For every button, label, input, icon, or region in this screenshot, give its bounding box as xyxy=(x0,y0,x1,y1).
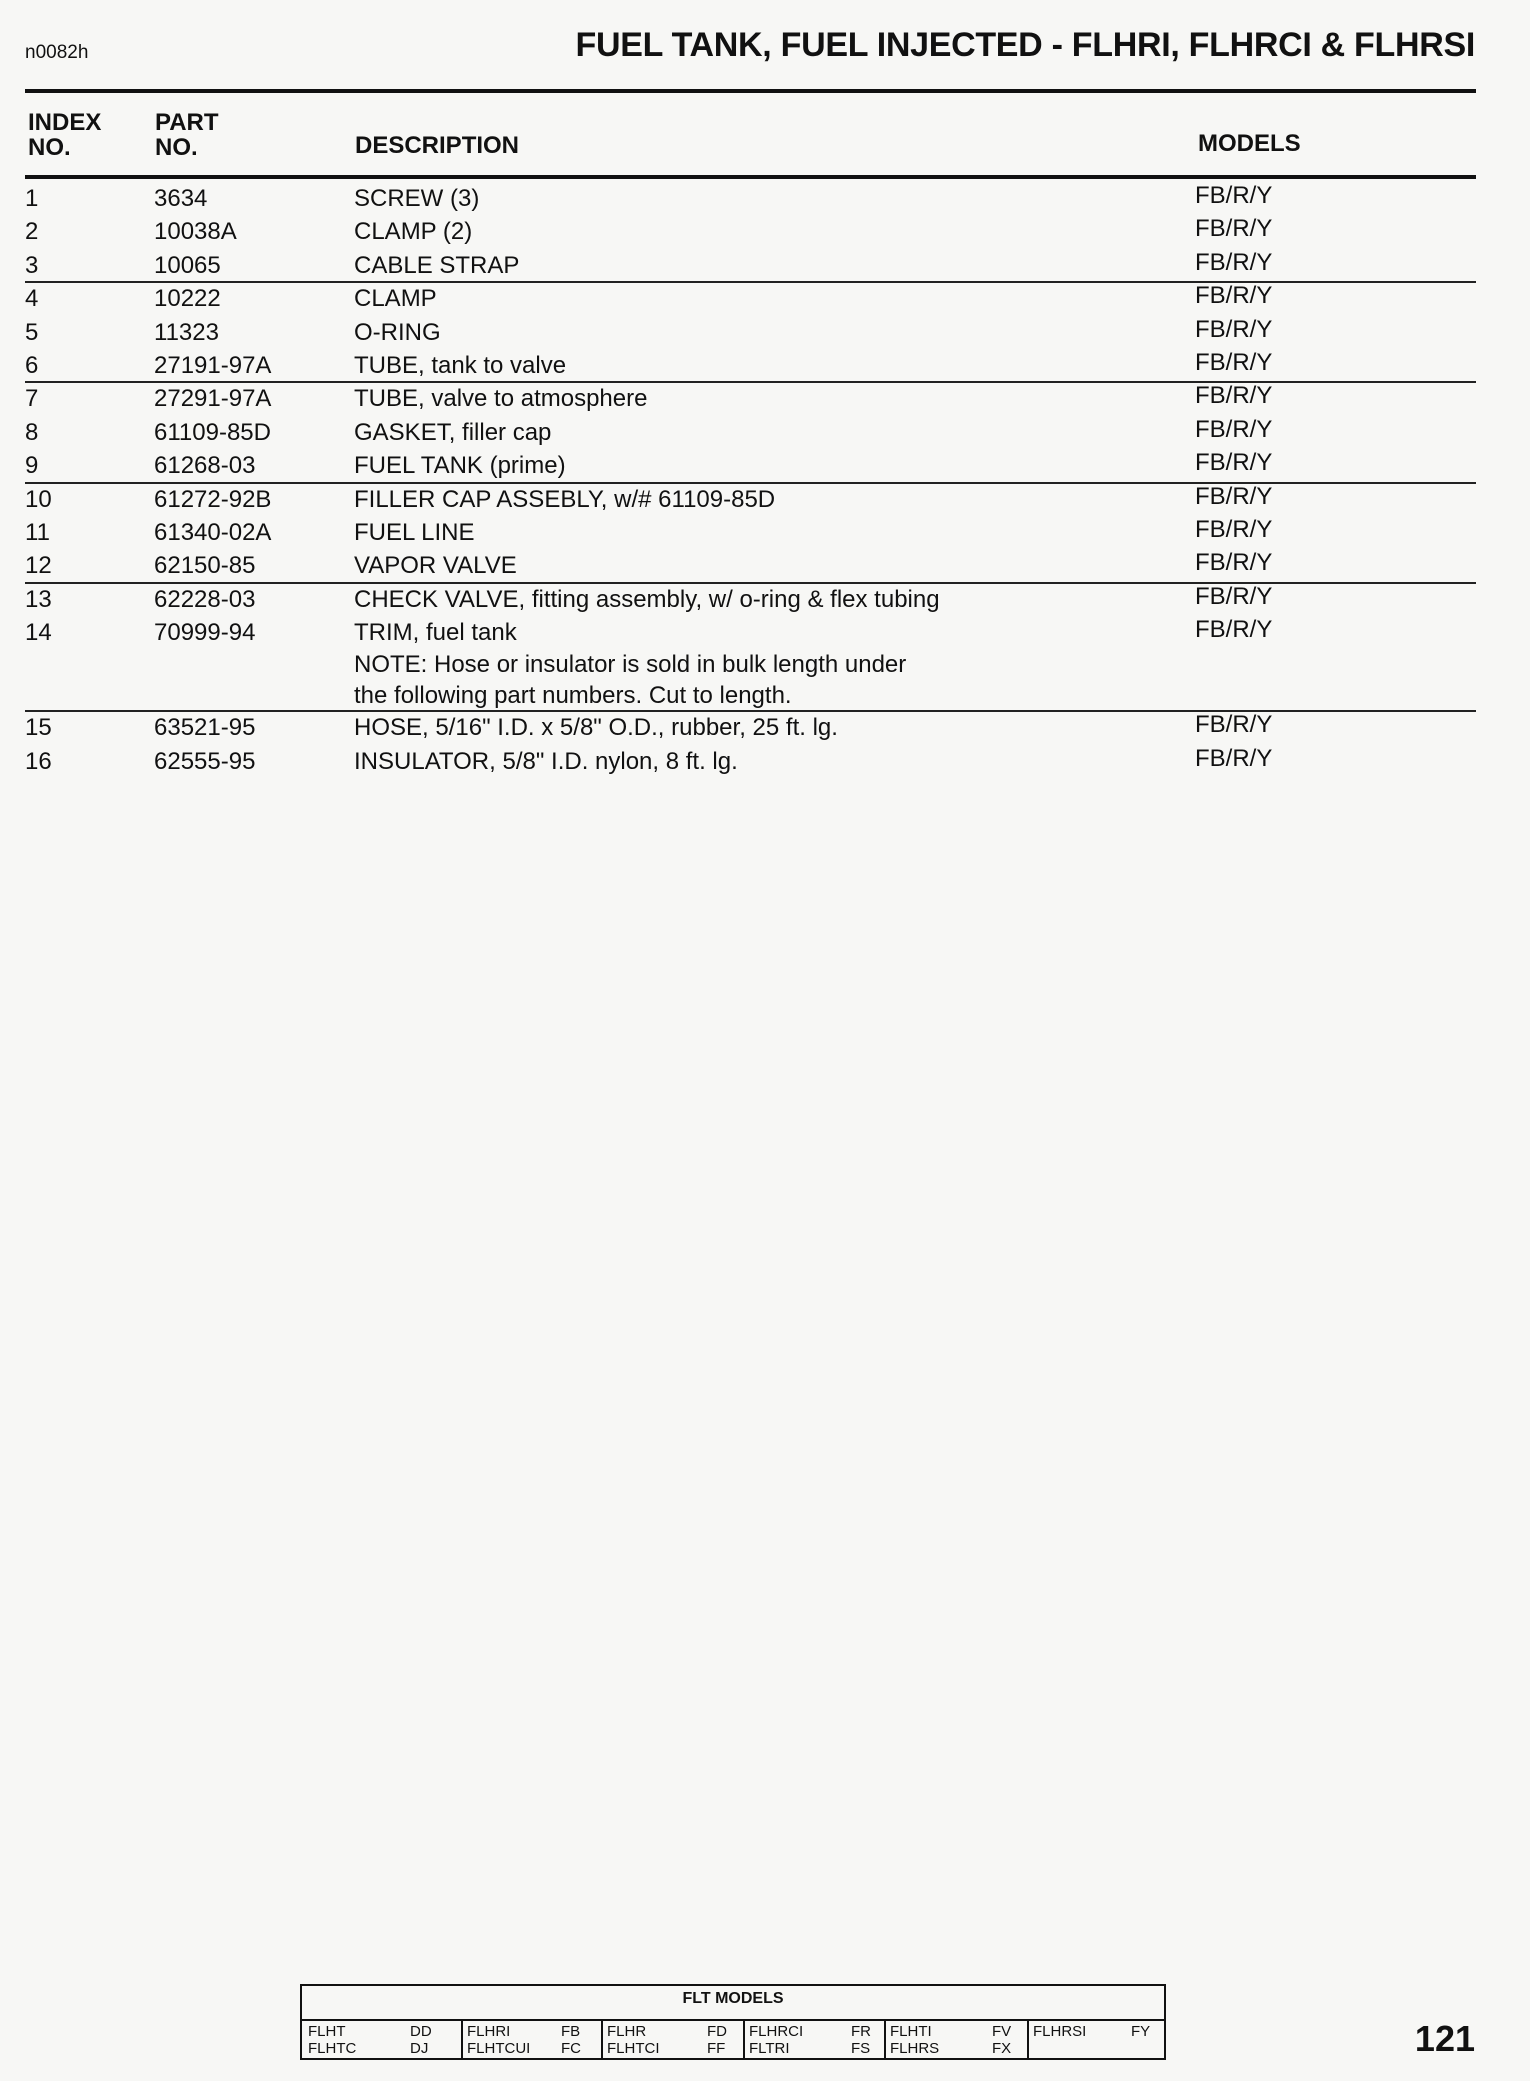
index-cell: 5 xyxy=(25,318,39,346)
legend-cell-divider xyxy=(884,2021,886,2058)
models-cell: FB/R/Y xyxy=(1195,449,1273,477)
part-number-cell: 70999-94 xyxy=(154,619,256,647)
legend-model: FLHRI xyxy=(467,2023,511,2040)
part-number-cell: 10065 xyxy=(154,251,221,279)
description-cell: FUEL LINE xyxy=(354,518,475,546)
index-cell: 8 xyxy=(25,418,39,446)
part-number-cell: 61268-03 xyxy=(154,452,256,480)
index-cell: 14 xyxy=(25,619,52,647)
part-number-cell: 61340-02A xyxy=(154,518,272,546)
legend-code: FR xyxy=(851,2023,871,2040)
table-row xyxy=(25,316,1476,349)
description-cell: FILLER CAP ASSEBLY, w/# 61109-85D xyxy=(354,485,776,513)
legend-model: FLHRCI xyxy=(749,2023,804,2040)
legend-code: FD xyxy=(707,2023,727,2040)
models-cell: FB/R/Y xyxy=(1195,549,1273,577)
models-cell: FB/R/Y xyxy=(1195,215,1273,243)
legend-model: FLHT xyxy=(308,2023,346,2040)
part-number-cell: 61272-92B xyxy=(154,485,272,513)
index-column-header xyxy=(28,110,101,160)
description-cell: CHECK VALVE, fitting assembly, w/ o-ring & flex tubing xyxy=(354,585,940,613)
legend-cell xyxy=(1027,2021,1164,2058)
models-column-header: MODELS xyxy=(1198,130,1301,157)
legend-model: FLHTCUI xyxy=(467,2040,531,2057)
legend-code: FC xyxy=(561,2040,581,2057)
index-cell: 4 xyxy=(25,285,39,313)
flt-models-legend xyxy=(300,1984,1166,2060)
description-cell: CABLE STRAP xyxy=(354,251,520,279)
table-row xyxy=(25,583,1476,616)
models-cell: FB/R/Y xyxy=(1195,515,1273,543)
legend-cell-divider xyxy=(1027,2021,1029,2058)
index-cell: 2 xyxy=(25,218,39,246)
table-row xyxy=(25,182,1476,215)
legend-model: FLHRSI xyxy=(1033,2023,1087,2040)
index-cell: 10 xyxy=(25,485,52,513)
legend-model: FLTRI xyxy=(749,2040,790,2057)
models-cell: FB/R/Y xyxy=(1195,315,1273,343)
legend-code: FS xyxy=(851,2040,871,2057)
models-cell: FB/R/Y xyxy=(1195,382,1273,410)
part-number-cell: 27291-97A xyxy=(154,385,272,413)
description-cell: TRIM, fuel tank xyxy=(354,619,517,647)
legend-title: FLT MODELS xyxy=(682,1990,784,2007)
part-number-cell: 11323 xyxy=(154,318,219,346)
table-row xyxy=(25,449,1476,482)
legend-model: FLHTCI xyxy=(607,2040,660,2057)
legend-cell-divider xyxy=(601,2021,603,2058)
document-id: n0082h xyxy=(25,42,89,63)
note-line-2: the following part numbers. Cut to length. xyxy=(354,682,792,710)
part-number-cell: 62228-03 xyxy=(154,585,256,613)
models-cell: FB/R/Y xyxy=(1195,282,1273,310)
table-row xyxy=(25,549,1476,582)
page-title: FUEL TANK, FUEL INJECTED - FLHRI, FLHRCI & FLHRSI xyxy=(575,26,1475,64)
part-number-cell: 3634 xyxy=(154,185,208,212)
table-row xyxy=(25,249,1476,282)
description-cell: CLAMP xyxy=(354,285,437,313)
part-number-cell: 61109-85D xyxy=(154,418,271,446)
table-row xyxy=(25,349,1476,382)
part-number-cell: 10222 xyxy=(154,285,221,313)
part-number-cell: 62555-95 xyxy=(154,747,256,775)
description-cell: FUEL TANK (prime) xyxy=(354,452,566,480)
parts-table xyxy=(25,182,1476,778)
legend-cell xyxy=(601,2021,743,2058)
description-cell: TUBE, valve to atmosphere xyxy=(354,385,648,413)
legend-code: DJ xyxy=(410,2040,429,2057)
index-cell: 12 xyxy=(25,552,52,580)
index-cell: 3 xyxy=(25,251,39,279)
legend-cell xyxy=(884,2021,1027,2058)
part-column-header xyxy=(155,110,219,160)
description-cell: GASKET, filler cap xyxy=(354,418,552,446)
index-cell: 15 xyxy=(25,714,52,742)
legend-cell xyxy=(743,2021,884,2058)
models-cell: FB/R/Y xyxy=(1195,744,1273,772)
part-number-cell: 10038A xyxy=(154,218,237,246)
models-cell: FB/R/Y xyxy=(1195,248,1273,276)
table-header xyxy=(25,108,1476,174)
table-row xyxy=(25,616,1476,649)
legend-code: FY xyxy=(1131,2023,1151,2040)
legend-model: FLHR xyxy=(607,2023,647,2040)
note-line-1: NOTE: Hose or insulator is sold in bulk length under xyxy=(354,651,907,679)
description-cell: INSULATOR, 5/8" I.D. nylon, 8 ft. lg. xyxy=(354,747,738,775)
table-row xyxy=(25,416,1476,449)
header-rule xyxy=(25,175,1476,179)
models-cell: FB/R/Y xyxy=(1195,182,1273,209)
table-row xyxy=(25,483,1476,516)
legend-cell xyxy=(302,2021,461,2058)
models-cell: FB/R/Y xyxy=(1195,482,1273,510)
description-cell: VAPOR VALVE xyxy=(354,552,517,580)
description-cell: SCREW (3) xyxy=(354,185,480,212)
description-cell: CLAMP (2) xyxy=(354,218,473,246)
models-cell: FB/R/Y xyxy=(1195,616,1273,644)
top-rule xyxy=(25,89,1476,93)
legend-code: FX xyxy=(992,2040,1012,2057)
table-row xyxy=(25,711,1476,744)
legend-code: FV xyxy=(992,2023,1012,2040)
index-cell: 16 xyxy=(25,747,52,775)
description-column-header: DESCRIPTION xyxy=(355,132,520,159)
legend-cell-divider xyxy=(743,2021,745,2058)
table-row xyxy=(25,745,1476,778)
legend-cell xyxy=(461,2021,601,2058)
index-header-line1: INDEX xyxy=(28,109,102,136)
page-number: 121 xyxy=(1414,2018,1475,2059)
index-cell: 6 xyxy=(25,351,39,379)
part-number-cell: 27191-97A xyxy=(154,351,272,379)
index-cell: 9 xyxy=(25,452,39,480)
table-row xyxy=(25,382,1476,415)
description-cell: TUBE, tank to valve xyxy=(354,351,567,379)
legend-model: FLHTI xyxy=(890,2023,932,2040)
index-cell: 1 xyxy=(25,185,39,212)
table-row xyxy=(25,282,1476,315)
table-row xyxy=(25,215,1476,248)
legend-model: FLHRS xyxy=(890,2040,940,2057)
legend-code: DD xyxy=(410,2023,432,2040)
part-header-line1: PART xyxy=(155,109,219,136)
description-cell: HOSE, 5/16" I.D. x 5/8" O.D., rubber, 25 ft. lg. xyxy=(354,714,838,742)
index-header-line2: NO. xyxy=(28,134,71,161)
models-cell: FB/R/Y xyxy=(1195,415,1273,443)
description-cell: O-RING xyxy=(354,318,441,346)
models-cell: FB/R/Y xyxy=(1195,348,1273,376)
index-cell: 13 xyxy=(25,585,52,613)
models-cell: FB/R/Y xyxy=(1195,582,1273,610)
table-row xyxy=(25,516,1476,549)
legend-code: FB xyxy=(561,2023,581,2040)
part-number-cell: 63521-95 xyxy=(154,714,256,742)
part-number-cell: 62150-85 xyxy=(154,552,256,580)
note-text xyxy=(25,680,1476,711)
legend-model: FLHTC xyxy=(308,2040,357,2057)
legend-code: FF xyxy=(707,2040,726,2057)
note-text xyxy=(25,649,1476,680)
part-header-line2: NO. xyxy=(155,134,198,161)
index-cell: 11 xyxy=(25,518,50,546)
legend-cell-divider xyxy=(461,2021,463,2058)
models-cell: FB/R/Y xyxy=(1195,711,1273,739)
index-cell: 7 xyxy=(25,385,39,413)
